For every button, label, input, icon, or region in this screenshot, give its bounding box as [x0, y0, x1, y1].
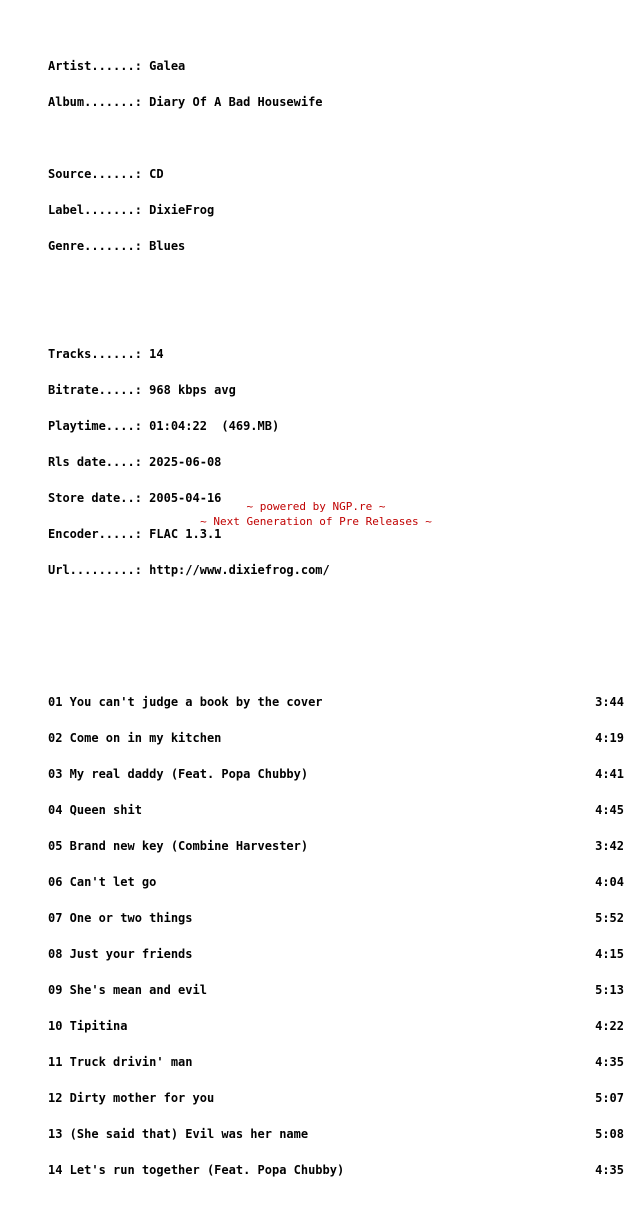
- track-title: 10 Tipitina: [48, 1019, 128, 1033]
- track-title: 11 Truck drivin' man: [48, 1055, 193, 1069]
- track-title: 08 Just your friends: [48, 947, 193, 961]
- track-title: 04 Queen shit: [48, 803, 142, 817]
- track-row: [48, 1092, 624, 1104]
- artist-line: Artist......: Galea: [48, 59, 186, 73]
- track-duration: 3:42: [595, 839, 624, 853]
- track-duration: 4:35: [595, 1055, 624, 1069]
- track-duration: 4:15: [595, 947, 624, 961]
- track-row: [48, 912, 624, 924]
- track-row: [48, 984, 624, 996]
- spacer: [48, 600, 624, 636]
- track-row: [48, 1128, 624, 1140]
- track-duration: 4:04: [595, 875, 624, 889]
- track-row: [48, 840, 624, 852]
- track-row: [48, 1164, 624, 1176]
- playtime-line: Playtime....: 01:04:22 (469.MB): [48, 419, 280, 433]
- track-duration: 4:22: [595, 1019, 624, 1033]
- tracklist: [48, 672, 624, 1200]
- track-duration: 3:44: [595, 695, 624, 709]
- spacer: [48, 276, 624, 288]
- track-title: 01 You can't judge a book by the cover: [48, 695, 323, 709]
- track-title: 05 Brand new key (Combine Harvester): [48, 839, 309, 853]
- source-line: Source......: CD: [48, 167, 164, 181]
- tracks-line: Tracks......: 14: [48, 347, 164, 361]
- track-title: 06 Can't let go: [48, 875, 157, 889]
- track-title: 07 One or two things: [48, 911, 193, 925]
- album-line: Album.......: Diary Of A Bad Housewife: [48, 95, 323, 109]
- track-row: [48, 1056, 624, 1068]
- track-row: [48, 804, 624, 816]
- track-duration: 5:08: [595, 1127, 624, 1141]
- track-row: [48, 876, 624, 888]
- track-row: [48, 696, 624, 708]
- track-duration: 5:52: [595, 911, 624, 925]
- track-title: 02 Come on in my kitchen: [48, 731, 222, 745]
- track-row: [48, 732, 624, 744]
- store-date-line: Store date..: 2005-04-16: [48, 491, 222, 505]
- url-line: Url.........: http://www.dixiefrog.com/: [48, 563, 330, 577]
- release-info: [48, 36, 624, 1212]
- track-title: 14 Let's run together (Feat. Popa Chubby): [48, 1163, 345, 1177]
- track-duration: 5:07: [595, 1091, 624, 1105]
- track-title: 03 My real daddy (Feat. Popa Chubby): [48, 767, 309, 781]
- genre-line: Genre.......: Blues: [48, 239, 186, 253]
- track-duration: 4:45: [595, 803, 624, 817]
- track-row: [48, 948, 624, 960]
- track-row: [48, 768, 624, 780]
- track-title: 12 Dirty mother for you: [48, 1091, 215, 1105]
- spacer: [48, 312, 624, 324]
- track-title: 13 (She said that) Evil was her name: [48, 1127, 309, 1141]
- footer-powered-by: ~ powered by NGP.re ~: [246, 500, 386, 513]
- encoder-line: Encoder.....: FLAC 1.3.1: [48, 527, 222, 541]
- footer-tagline: ~ Next Generation of Pre Releases ~: [200, 515, 432, 528]
- track-duration: 5:13: [595, 983, 624, 997]
- track-duration: 4:41: [595, 767, 624, 781]
- track-title: 09 She's mean and evil: [48, 983, 207, 997]
- label-line: Label.......: DixieFrog: [48, 203, 215, 217]
- spacer: [48, 132, 624, 144]
- track-duration: 4:35: [595, 1163, 624, 1177]
- track-row: [48, 1020, 624, 1032]
- rls-date-line: Rls date....: 2025-06-08: [48, 455, 222, 469]
- bitrate-line: Bitrate.....: 968 kbps avg: [48, 383, 236, 397]
- track-duration: 4:19: [595, 731, 624, 745]
